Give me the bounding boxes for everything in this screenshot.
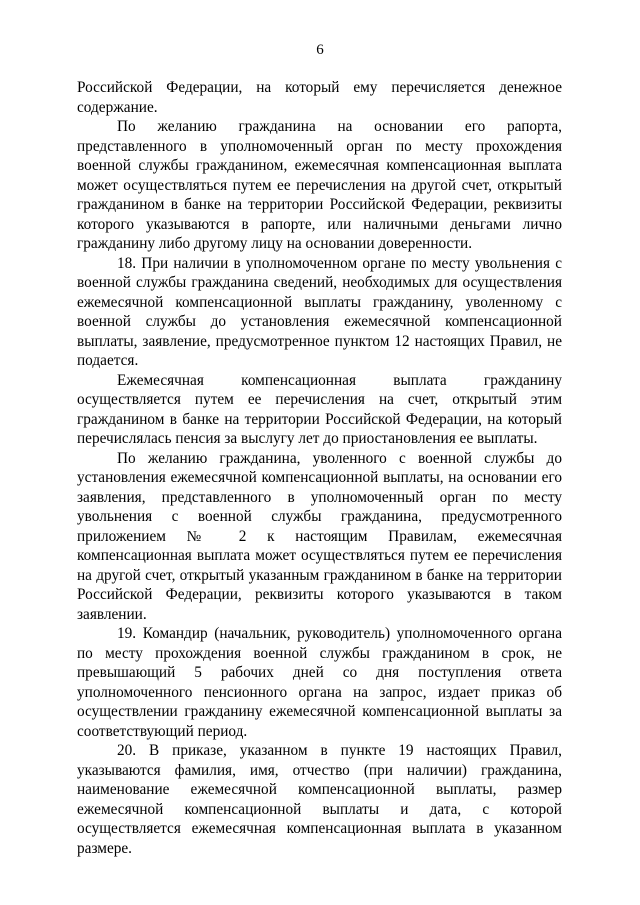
document-body bbox=[77, 78, 562, 858]
paragraph-payment-by-application: По желанию гражданина, уволенного с военной службы до установления ежемесячной компенсационной выплаты, на основании его заявления, представленного в уполномоченный орган по месту увольнения с военной службы гражданина, предусмотренного приложением № 2 к настоящим Правилам, ежемесячная компенсационная выплата может осуществляться путем ее перечисления на другой счет, открытый указанным гражданином в банке на территории Российской Федерации, реквизиты которого указываются в таком заявлении. bbox=[77, 449, 562, 623]
paragraph-item-18: 18. При наличии в уполномоченном органе по месту увольнения с военной службы гражданина сведений, необходимых для осуществления ежемесячной компенсационной выплаты гражданину, уволенному с военной службы до установления ежемесячной компенсационной выплаты, заявление, предусмотренное пунктом 12 настоящих Правил, не подается. bbox=[77, 254, 562, 369]
page-number: 6 bbox=[316, 42, 324, 58]
paragraph-continuation: Российской Федерации, на который ему перечисляется денежное содержание. bbox=[77, 79, 562, 116]
paragraph-payment-by-request: По желанию гражданина на основании его рапорта, представленного в уполномоченный орган по месту прохождения военной службы гражданином, ежемесячная компенсационная выплата может осуществляться путем ее перечисления на другой счет, открытый гражданином в банке на территории Российской Федерации, реквизиты которого указываются в рапорте, или наличными деньгами лично гражданину либо другому лицу на основании доверенности. bbox=[77, 118, 562, 252]
paragraph-payment-to-account: Ежемесячная компенсационная выплата гражданину осуществляется путем ее перечисления на счет, открытый этим гражданином в банке на территории Российской Федерации, на который перечислялась пенсия за выслугу лет до приостановления ее выплаты. bbox=[77, 371, 562, 447]
paragraph-item-19: 19. Командир (начальник, руководитель) уполномоченного органа по месту прохождения военной службы гражданином в срок, не превышающий 5 рабочих дней со дня поступления ответа уполномоченного пенсионного органа на запрос, издает приказ об осуществлении гражданину ежемесячной компенсационной выплаты за соответствующий период. bbox=[77, 625, 562, 740]
paragraph-item-20: 20. В приказе, указанном в пункте 19 настоящих Правил, указываются фамилия, имя, отчество (при наличии) гражданина, наименование ежемесячной компенсационной выплаты, размер ежемесячной компенсационной выплаты и дата, с которой осуществляется ежемесячная компенсационная выплата в указанном размере. bbox=[77, 742, 562, 857]
